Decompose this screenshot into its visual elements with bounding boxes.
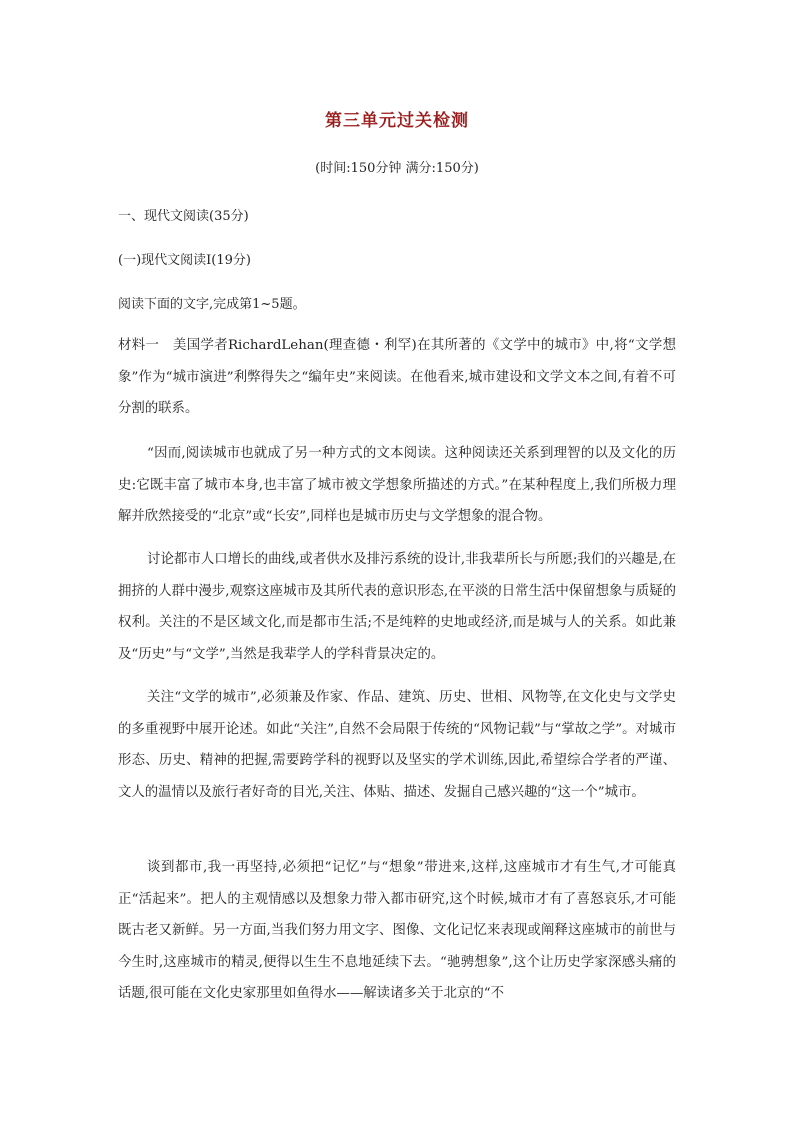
section-heading: 一、现代文阅读(35分) xyxy=(118,209,249,224)
paragraph: 谈到都市,我一再坚持,必须把“记忆”与“想象”带进来,这样,这座城市才有生气,才可能真正“活起来”。把人的主观情感以及想象力带入都市研究,这个时候,城市才有了喜怒哀乐,才可能既古老又新鲜。另一方面,当我们努力用文字、图像、文化记忆来表现或阐释这座城市的前世与今生时,这座城市的精灵,便得以生生不息地延续下去。“驰骋想象”,这个让历史学家深感头痛的话题,很可能在文化史家那里如鱼得水——解读诸多关于北京的“不 xyxy=(118,860,676,1001)
reading-instruction: 阅读下面的文字,完成第1~5题。 xyxy=(118,297,306,312)
paragraph: 讨论都市人口增长的曲线,或者供水及排污系统的设计,非我辈所长与所愿;我们的兴趣是,在拥挤的人群中漫步,观察这座城市及其所代表的意识形态,在平淡的日常生活中保留想象与质疑的权利。关注的不是区域文化,而是都市生活;不是纯粹的史地或经济,而是城与人的关系。如此兼及“历史”与“文学”,当然是我辈学人的学科背景决定的。 xyxy=(118,552,676,662)
paragraph: 关注“文学的城市”,必须兼及作家、作品、建筑、历史、世相、风物等,在文化史与文学史的多重视野中展开论述。如此“关注”,自然不会局限于传统的“风物记载”与“掌故之学”。对城市形态、历史、精神的把握,需要跨学科的视野以及坚实的学术训练,因此,希望综合学者的严谨、文人的温情以及旅行者好奇的目光,关注、体贴、描述、发掘自己感兴趣的“这一个”城市。 xyxy=(118,690,676,800)
paragraph: “因而,阅读城市也就成了另一种方式的文本阅读。这种阅读还关系到理智的以及文化的历史:它既丰富了城市本身,也丰富了城市被文学想象所描述的方式。”在某种程度上,我们所极力理解并欣然接受的“北京”或“长安”,同样也是城市历史与文学想象的混合物。 xyxy=(118,446,676,524)
subsection-heading: (一)现代文阅读Ⅰ(19分) xyxy=(118,253,251,268)
exam-time-score: (时间:150分钟 满分:150分) xyxy=(315,161,479,176)
page-title: 第三单元过关检测 xyxy=(325,111,469,131)
paragraph-material-one: 材料一 美国学者RichardLehan(理查德・利罕)在其所著的《文学中的城市》中,将“文学想象”作为“城市演进”利弊得失之“编年史”来阅读。在他看来,城市建设和文学文本之间,有着不可分割的联系。 xyxy=(118,338,676,416)
